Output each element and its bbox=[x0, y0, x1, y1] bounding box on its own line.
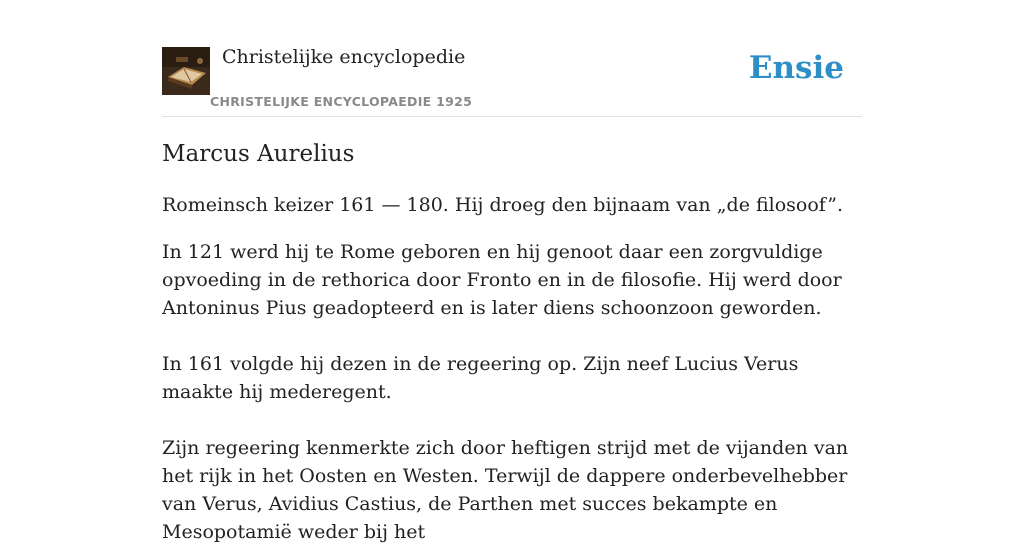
article-lead: Romeinsch keizer 161 — 180. Hij droeg den bijnaam van „de filosoof”. bbox=[162, 194, 843, 216]
brand-logo[interactable]: Ensie bbox=[748, 50, 844, 86]
article-paragraph: In 161 volgde hij dezen in de regeering op. Zijn neef Lucius Verus maakte hij mederegent. bbox=[162, 353, 799, 403]
source-title[interactable]: Christelijke encyclopedie bbox=[222, 46, 466, 68]
header bbox=[162, 46, 862, 117]
book-photo-icon bbox=[162, 47, 210, 95]
article bbox=[162, 136, 868, 546]
article-paragraph: In 121 werd hij te Rome geboren en hij genoot daar een zorgvuldige opvoeding in de rethorica door Fronto en in de filosofie. Hij werd door Antoninus Pius geadopteerd en is later diens schoonzoon geworden. bbox=[162, 241, 842, 319]
source-subtitle: CHRISTELIJKE ENCYCLOPAEDIE 1925 bbox=[210, 94, 473, 109]
article-paragraph: Zijn regeering kenmerkte zich door heftigen strijd met de vijanden van het rijk in het Oosten en Westen. Terwijl de dappere onderbevelhebber van Verus, Avidius Castius, de Parthen met succes bekampte en Mesopotamië weder bij het bbox=[162, 437, 849, 543]
source-avatar[interactable] bbox=[162, 47, 210, 95]
article-title: Marcus Aurelius bbox=[162, 141, 355, 167]
